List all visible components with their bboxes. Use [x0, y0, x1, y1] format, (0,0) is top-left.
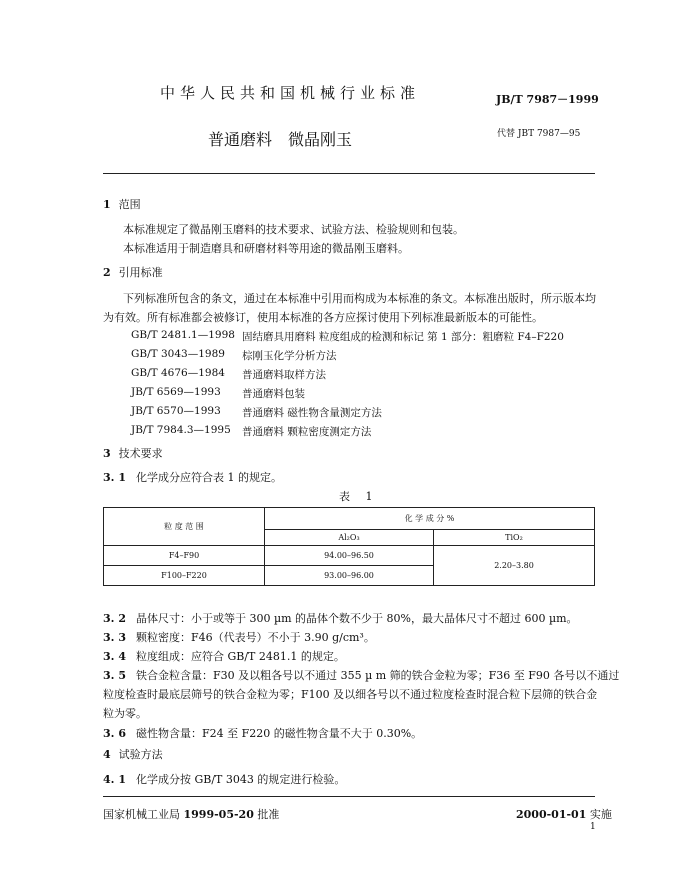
table-header-al2o3: Al₂O₃ — [265, 530, 434, 546]
section-1-para-1: 本标准规定了微晶刚玉磨料的技术要求、试验方法、检验规则和包装。 — [123, 223, 464, 236]
section-3-heading — [103, 445, 163, 461]
section-2-heading — [103, 264, 163, 280]
clause-text: 铁合金粒含量：F30 及以粗各号以不通过 355 µ m 筛的铁合金粒为零；F36 至 F90 各号以不通过 — [135, 669, 620, 682]
issuer: 国家机械工业局 — [103, 808, 180, 821]
standard-number: JB/T 7987－1999 — [496, 93, 599, 106]
implementation-date: 2000-01-01 — [516, 808, 587, 821]
section-1-para-2: 本标准适用于制造磨具和研磨材料等用途的微晶刚玉磨料。 — [123, 242, 409, 255]
ref-name: 普通磨料 颗粒密度测定方法 — [242, 426, 372, 438]
ref-name: 棕刚玉化学分析方法 — [242, 350, 337, 362]
clause-text: 化学成分应符合表 1 的规定。 — [135, 471, 282, 484]
table-header-tio2: TiO₂ — [434, 530, 595, 546]
title-part-1: 普通磨料 — [208, 130, 273, 149]
ref-code: JB/T 6569—1993 — [131, 386, 221, 398]
ref-code: GB/T 4676—1984 — [131, 367, 225, 379]
clause-4-1 — [103, 771, 345, 787]
section-1-heading — [103, 196, 141, 212]
clause-3-4 — [103, 648, 345, 664]
ref-code: GB/T 2481.1—1998 — [131, 329, 235, 341]
clause-number: 3. 4 — [103, 650, 126, 663]
section-2-para-line-2: 为有效。所有标准都会被修订，使用本标准的各方应探讨使用下列标准最新版本的可能性。 — [103, 311, 543, 324]
section-title: 范围 — [118, 198, 141, 211]
chemical-composition-table — [103, 507, 595, 586]
table-header-chem: 化 学 成 分 % — [265, 508, 595, 530]
section-title: 试验方法 — [118, 748, 163, 761]
ref-name: 普通磨料 磁性物含量测定方法 — [242, 407, 382, 419]
clause-number: 3. 2 — [103, 612, 126, 625]
grit-cell: F4–F90 — [104, 546, 265, 566]
clause-number: 3. 6 — [103, 727, 126, 740]
al2o3-cell: 94.00–96.50 — [265, 546, 434, 566]
section-title: 技术要求 — [118, 447, 163, 460]
section-number: 2 — [103, 266, 111, 279]
table-row — [104, 546, 595, 566]
implementation-note — [516, 806, 612, 822]
section-4-heading — [103, 746, 163, 762]
clause-text: 粒度组成：应符合 GB/T 2481.1 的规定。 — [135, 650, 345, 663]
page-number: 1 — [590, 822, 596, 832]
clause-3-5 — [103, 667, 619, 683]
clause-3-5-line-3: 粒为零。 — [103, 707, 147, 720]
section-number: 1 — [103, 198, 111, 211]
clause-number: 3. 3 — [103, 631, 126, 644]
clause-number: 3. 5 — [103, 669, 126, 682]
ref-code: GB/T 3043—1989 — [131, 348, 225, 360]
ref-code: JB/T 7984.3—1995 — [131, 424, 231, 436]
implementation-label: 实施 — [589, 808, 612, 821]
clause-text: 化学成分按 GB/T 3043 的规定进行检验。 — [135, 773, 346, 786]
table-header-grit: 粒 度 范 围 — [104, 508, 265, 546]
approval-label: 批准 — [257, 808, 280, 821]
clause-3-6 — [103, 725, 422, 741]
clause-3-1 — [103, 469, 282, 485]
section-2-para-line-1: 下列标准所包含的条文，通过在本标准中引用而构成为本标准的条文。本标准出版时，所示版本均 — [123, 292, 596, 305]
tio2-cell: 2.20–3.80 — [434, 546, 595, 586]
standard-category: 中华人民共和国机械行业标准 — [160, 84, 421, 102]
grit-cell: F100–F220 — [104, 566, 265, 586]
ref-name: 固结磨具用磨料 粒度组成的检测和标记 第 1 部分：粗磨粒 F4–F220 — [242, 331, 564, 343]
approval-note — [103, 806, 279, 822]
section-title: 引用标准 — [118, 266, 163, 279]
ref-code: JB/T 6570—1993 — [131, 405, 221, 417]
clause-number: 3. 1 — [103, 471, 126, 484]
section-number: 4 — [103, 748, 111, 761]
approval-date: 1999-05-20 — [183, 808, 254, 821]
clause-number: 4. 1 — [103, 773, 126, 786]
clause-3-3 — [103, 629, 375, 645]
document-title — [208, 127, 352, 150]
clause-3-5-line-2: 粒度检查时最底层筛号的铁合金粒为零；F100 及以细各号以不通过粒度检查时混合粒下层筛的铁合金 — [103, 688, 598, 701]
clause-text: 磁性物含量：F24 至 F220 的磁性物含量不大于 0.30%。 — [135, 727, 423, 740]
title-part-2: 微晶刚玉 — [288, 130, 353, 149]
table-caption: 表 1 — [339, 490, 379, 503]
clause-text: 颗粒密度：F46（代表号）不小于 3.90 g/cm³。 — [135, 631, 375, 644]
ref-name: 普通磨料取样方法 — [242, 369, 326, 381]
al2o3-cell: 93.00–96.00 — [265, 566, 434, 586]
footer-rule — [103, 796, 595, 797]
clause-text: 晶体尺寸：小于或等于 300 µm 的晶体个数不少于 80%，最大晶体尺寸不超过 600 µm。 — [135, 612, 578, 625]
ref-name: 普通磨料包装 — [242, 388, 305, 400]
section-number: 3 — [103, 447, 111, 460]
header-rule — [103, 173, 595, 174]
replaces-note: 代替 JBT 7987—95 — [497, 129, 581, 139]
clause-3-2 — [103, 610, 578, 626]
